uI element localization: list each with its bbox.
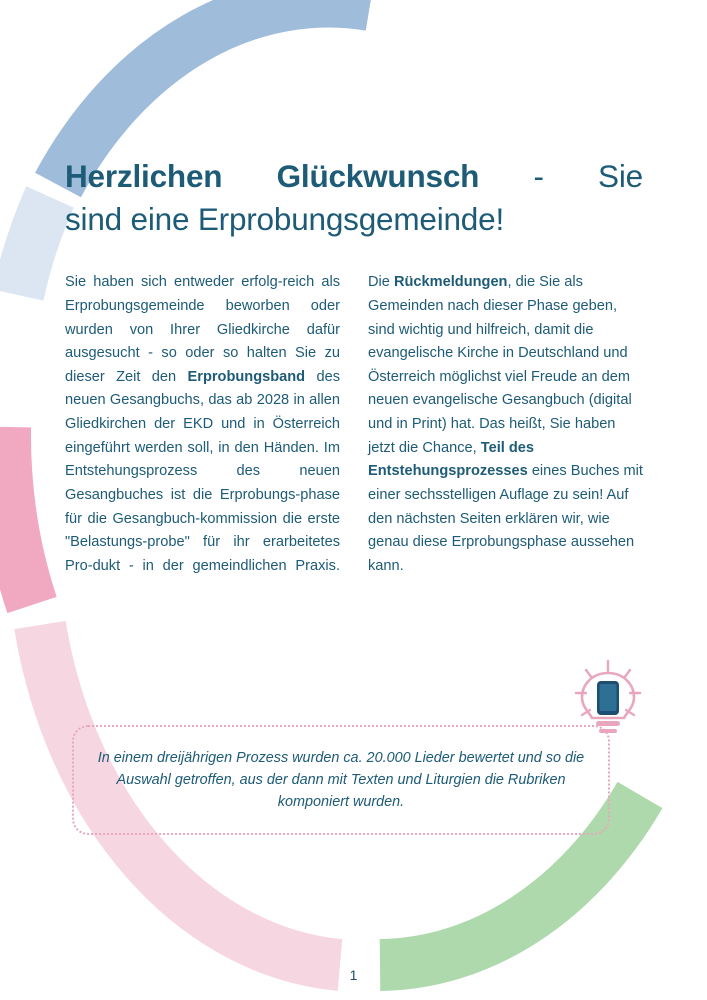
title-bold-part: Herzlichen Glückwunsch [65, 158, 480, 194]
left-text-1: Sie haben sich entweder erfolg-reich als Erprobungsgemeinde beworben oder wurden von Ihrer Gliedkirche dafür ausgesucht - so oder so halten Sie zu dieser Zeit den [65, 274, 340, 385]
right-bold-2: Teil des Entstehungsprozesses [368, 439, 535, 480]
callout-text: In einem dreijährigen Prozess wurden ca. 20.000 Lieder bewertet und so die Auswahl getroffen, aus der dann mit Texten und Liturgien die Rubriken komponiert wurden. [97, 749, 585, 811]
column-left [65, 271, 340, 578]
column-right [368, 271, 643, 578]
page-title [65, 155, 643, 241]
article-content [65, 155, 643, 579]
callout-box [72, 725, 610, 835]
title-plain-part: - Sie [479, 158, 643, 194]
ring-segment-pink [5, 427, 32, 605]
ring-segment-light-blue [18, 197, 50, 295]
page-number: 1 [349, 967, 358, 983]
left-text-2: des neuen Gesangbuchs, das ab 2028 in allen Gliedkirchen der EKD und in Österreich eingeführt werden soll, in den Händen. Im Entstehungsprozess des neuen Gesangbuches ist die Erprobungs-phase für die Gesangbuch-kommission die erste "Belastungs-probe" für ihr erarbeitetes Pro-dukt - in der gemeindlichen Praxis. [65, 368, 340, 574]
right-text-1: Die [368, 274, 394, 291]
title-line-2: sind eine Erprobungsgemeinde! [65, 201, 504, 238]
left-bold-1: Erprobungsband [187, 368, 306, 385]
right-text-2: , die Sie als Gemeinden nach dieser Phase geben, sind wichtig und hilfreich, damit die evangelische Kirche in Deutschland und Österreich möglichst viel Freude an dem neuen evangelische Gesangbuch (digital und in Print) hat. Das heißt, Sie haben jetzt die Chance, [368, 274, 632, 456]
right-bold-1: Rückmeldungen [393, 274, 508, 291]
right-text-3: eines Buches mit einer sechsstelligen Auflage zu sein! Auf den nächsten Seiten erklären wir, wie genau diese Erprobungsphase aussehen kann. [368, 463, 643, 574]
text-columns [65, 271, 643, 578]
